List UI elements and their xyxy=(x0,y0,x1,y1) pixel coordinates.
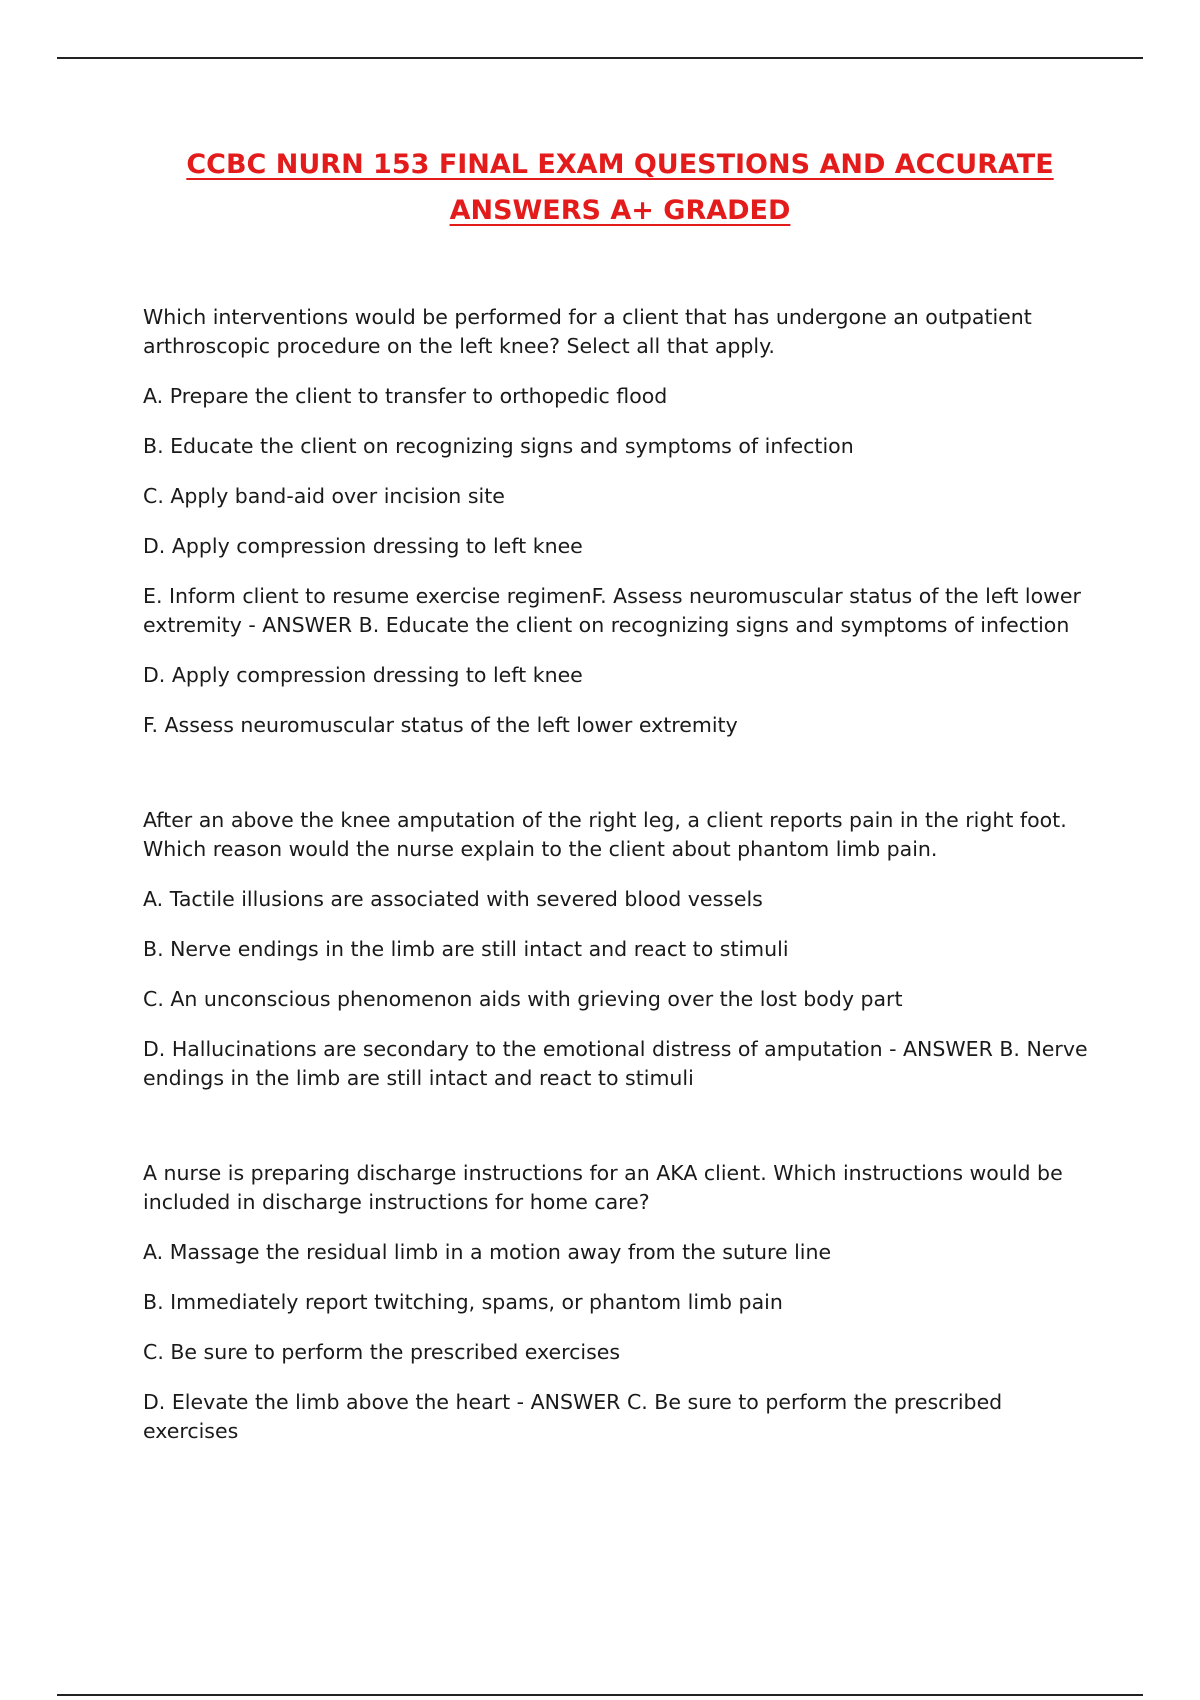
question-block-1 xyxy=(143,303,1103,740)
answer-line: C. Apply band-aid over incision site xyxy=(143,484,505,508)
answer-line: D. Apply compression dressing to left knee xyxy=(143,663,583,687)
title-line-2: ANSWERS A+ GRADED xyxy=(449,195,791,226)
bottom-rule xyxy=(57,1694,1143,1696)
answer-line: B. Immediately report twitching, spams, or phantom limb pain xyxy=(143,1290,783,1314)
document-body xyxy=(143,303,1103,1446)
answer-line: B. Nerve endings in the limb are still intact and react to stimuli xyxy=(143,937,789,961)
question-block-3 xyxy=(143,1159,1103,1446)
question-block-2 xyxy=(143,806,1103,1093)
title-line-1: CCBC NURN 153 FINAL EXAM QUESTIONS AND ACCURATE xyxy=(186,149,1054,180)
answer-line: C. An unconscious phenomenon aids with grieving over the lost body part xyxy=(143,987,903,1011)
answer-line: F. Assess neuromuscular status of the left lower extremity xyxy=(143,713,738,737)
document-title xyxy=(80,142,1160,234)
top-rule xyxy=(57,57,1143,59)
answer-line: A. Massage the residual limb in a motion away from the suture line xyxy=(143,1240,832,1264)
question-text: Which interventions would be performed for a client that has undergone an outpatient arthroscopic procedure on the left knee? Select all that apply. xyxy=(143,305,1032,358)
answer-line: D. Apply compression dressing to left knee xyxy=(143,534,583,558)
answer-line: C. Be sure to perform the prescribed exercises xyxy=(143,1340,621,1364)
question-text: A nurse is preparing discharge instructions for an AKA client. Which instructions would be included in discharge instructions for home care? xyxy=(143,1161,1063,1214)
answer-line: E. Inform client to resume exercise regimenF. Assess neuromuscular status of the left lower extremity - ANSWER B. Educate the client on recognizing signs and symptoms of infection xyxy=(143,584,1081,637)
answer-line: B. Educate the client on recognizing signs and symptoms of infection xyxy=(143,434,854,458)
answer-line: A. Tactile illusions are associated with severed blood vessels xyxy=(143,887,763,911)
answer-line: D. Elevate the limb above the heart - ANSWER C. Be sure to perform the prescribed exercises xyxy=(143,1390,1003,1443)
answer-line: D. Hallucinations are secondary to the emotional distress of amputation - ANSWER B. Nerve endings in the limb are still intact and react to stimuli xyxy=(143,1037,1088,1090)
answer-line: A. Prepare the client to transfer to orthopedic flood xyxy=(143,384,668,408)
question-text: After an above the knee amputation of the right leg, a client reports pain in the right foot. Which reason would the nurse explain to the client about phantom limb pain. xyxy=(143,808,1067,861)
